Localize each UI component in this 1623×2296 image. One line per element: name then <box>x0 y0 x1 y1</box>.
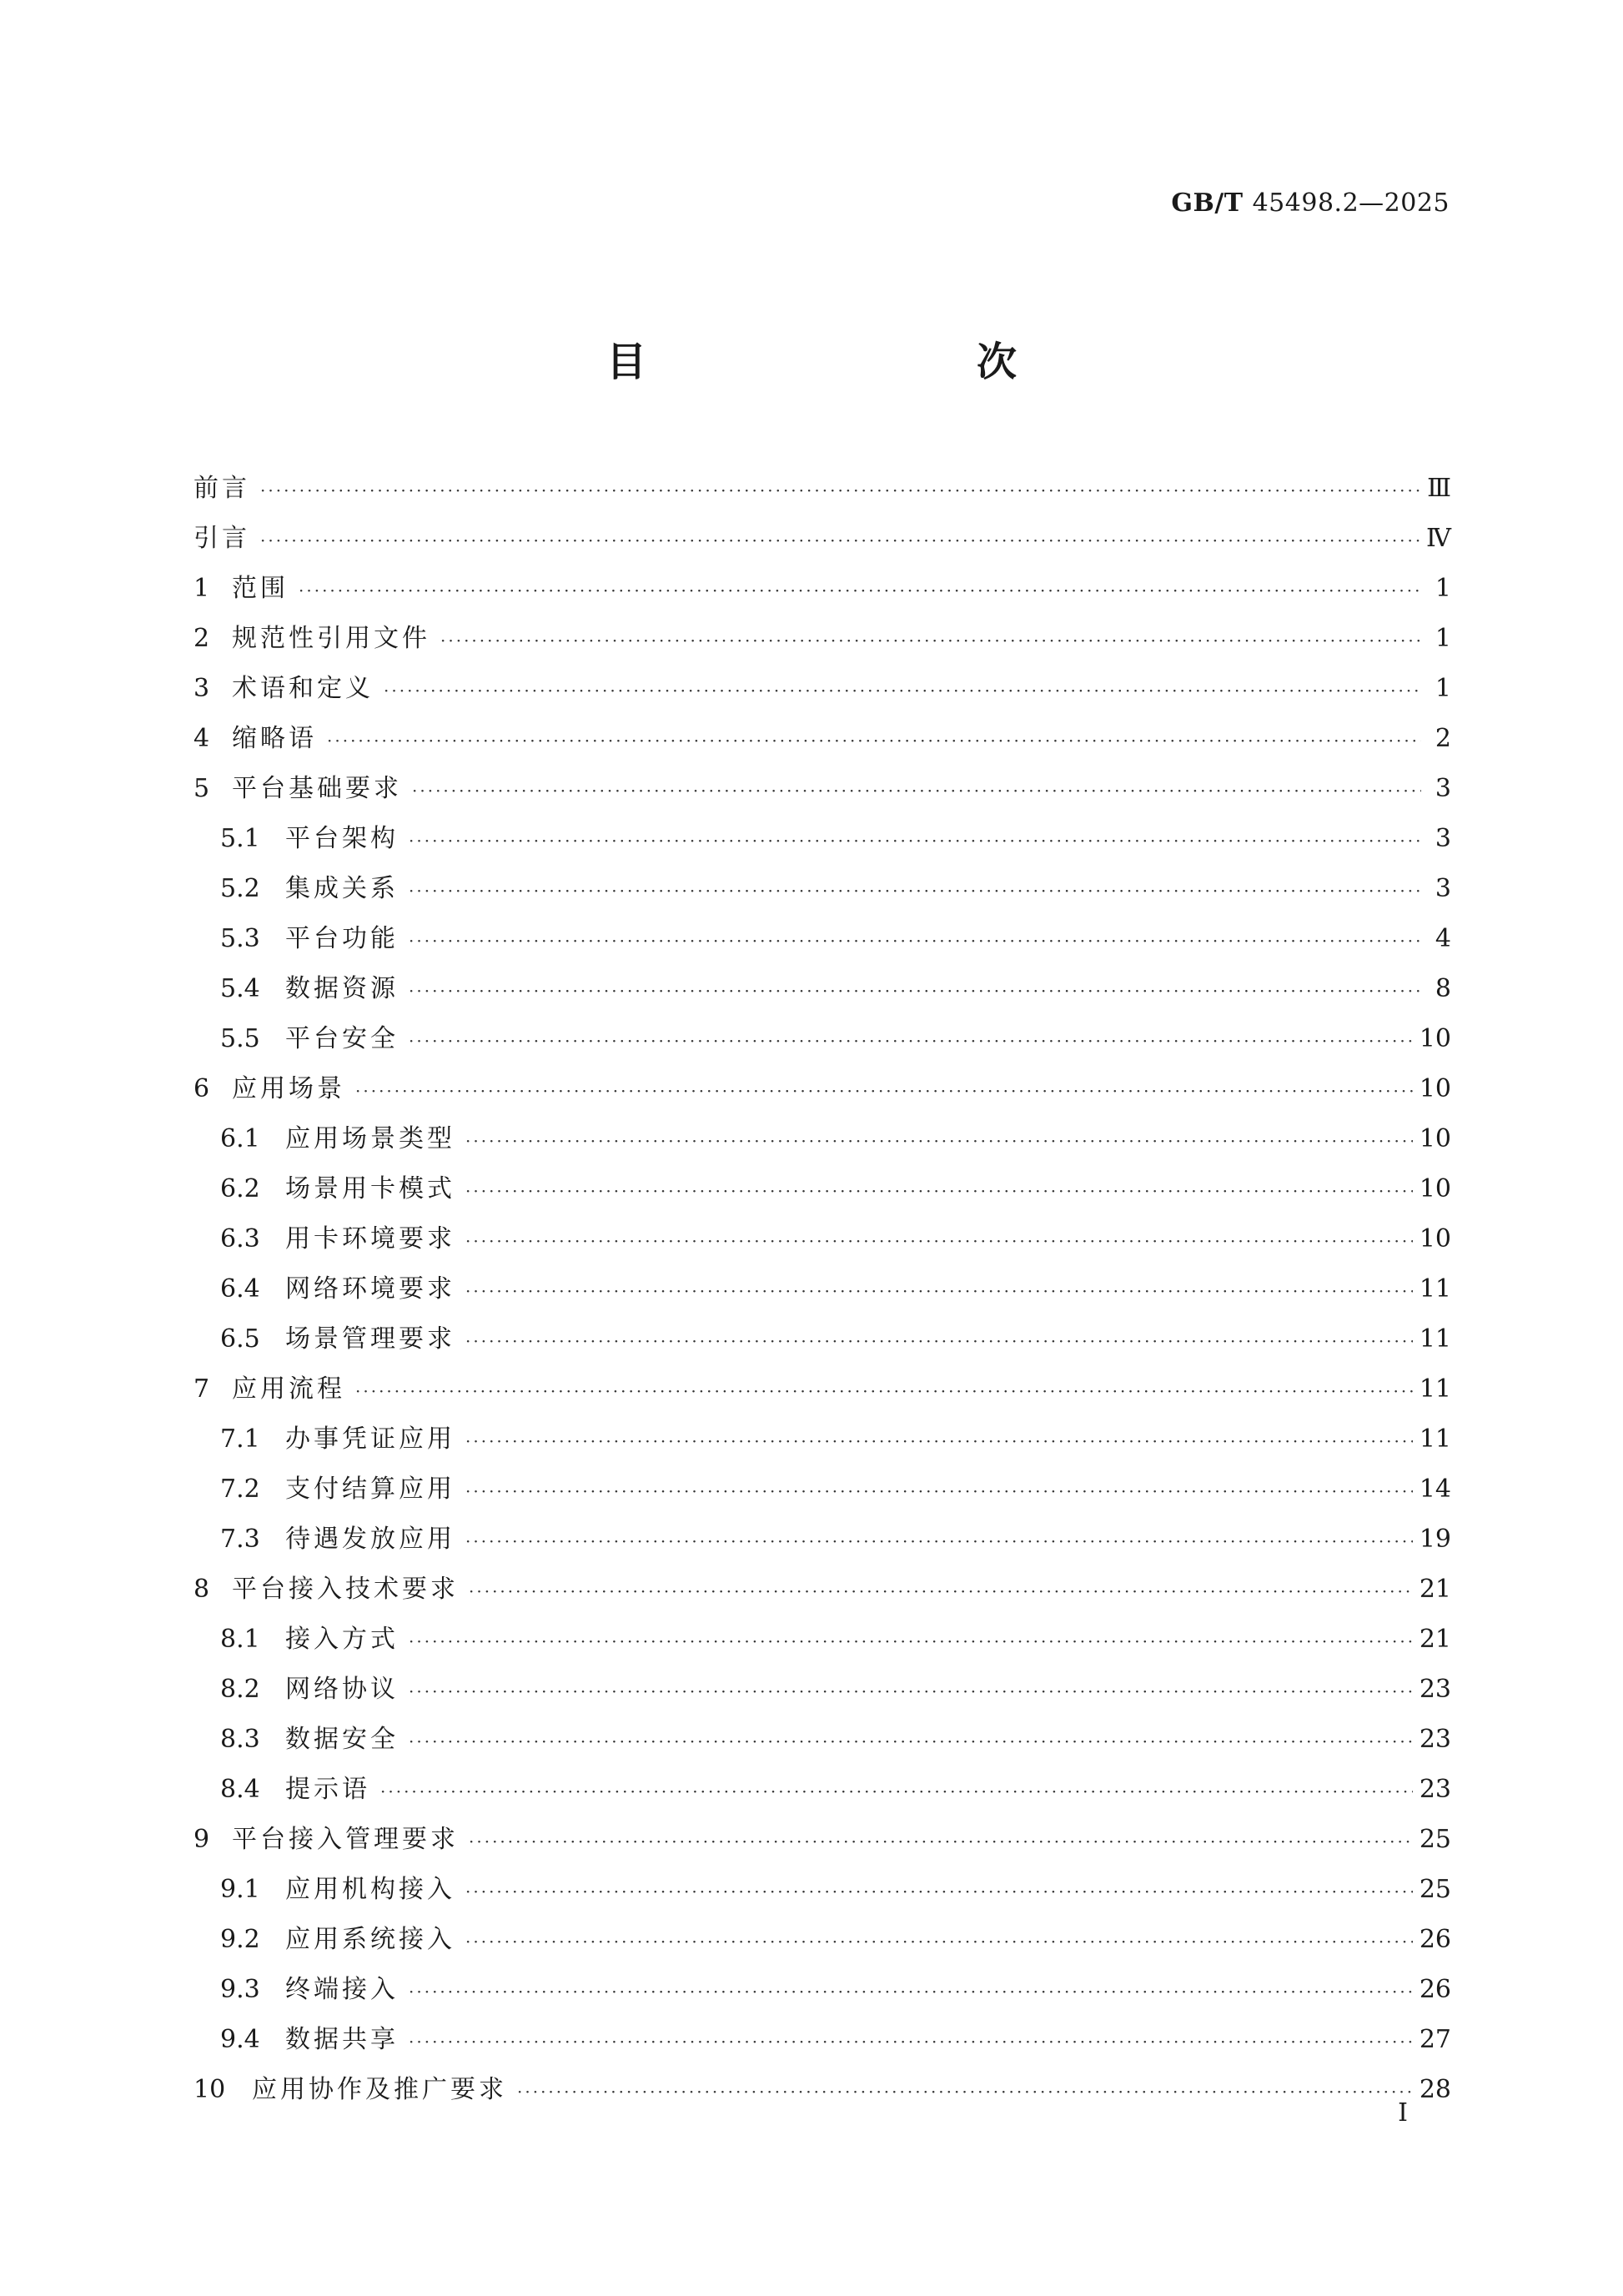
toc-entry-number: 9.1 <box>220 1875 260 1904</box>
toc-entry-page: 23 <box>1419 1725 1451 1754</box>
toc-entry[interactable] <box>193 864 1451 914</box>
toc-entry[interactable] <box>193 1915 1451 1965</box>
toc-entry-page: 1 <box>1435 674 1451 703</box>
toc-entry[interactable] <box>193 1965 1451 2015</box>
toc-entry-number: 1 <box>193 574 210 603</box>
toc-entry-page: 11 <box>1419 1324 1451 1354</box>
toc-entry-label: 平台接入管理要求 <box>232 1825 459 1854</box>
toc-entry-number: 10 <box>193 2075 226 2104</box>
toc-dot-leader <box>465 1466 1413 1516</box>
toc-entry[interactable] <box>193 1014 1451 1064</box>
toc-entry[interactable] <box>193 2065 1451 2115</box>
toc-dot-leader <box>260 515 1419 565</box>
toc-dot-leader <box>409 1967 1413 2017</box>
toc-entry-label: 支付结算应用 <box>285 1475 455 1504</box>
toc-entry-page: 3 <box>1435 774 1451 803</box>
toc-entry-page: 25 <box>1419 1825 1451 1854</box>
toc-entry-page: 14 <box>1419 1475 1451 1504</box>
toc-dot-leader <box>469 1566 1413 1616</box>
toc-entry-label: 平台基础要求 <box>232 774 402 803</box>
toc-entry[interactable] <box>193 1615 1451 1665</box>
toc-entry[interactable] <box>193 1665 1451 1715</box>
toc-entry-page: Ⅳ <box>1426 524 1451 553</box>
toc-entry-number: 6 <box>193 1074 210 1103</box>
toc-entry[interactable] <box>193 1765 1451 1815</box>
toc-dot-leader <box>384 666 1421 716</box>
toc-entry-label: 集成关系 <box>285 874 399 903</box>
toc-entry-label: 平台功能 <box>285 924 399 953</box>
toc-entry[interactable] <box>193 1364 1451 1414</box>
toc-entry-number: 8 <box>193 1575 210 1604</box>
toc-entry-label: 应用协作及推广要求 <box>252 2075 507 2104</box>
toc-dot-leader <box>465 1917 1413 1967</box>
toc-entry-page: 19 <box>1419 1525 1451 1554</box>
toc-entry-label: 应用场景 <box>232 1074 345 1103</box>
toc-entry-label: 引言 <box>193 524 250 553</box>
toc-dot-leader <box>465 1116 1413 1166</box>
toc-dot-leader <box>355 1366 1413 1416</box>
toc-entry[interactable] <box>193 914 1451 964</box>
toc-entry[interactable] <box>193 1114 1451 1164</box>
toc-entry[interactable] <box>193 714 1451 764</box>
toc-entry-number: 5.2 <box>220 874 260 903</box>
toc-entry[interactable] <box>193 1565 1451 1615</box>
toc-entry-page: 2 <box>1435 724 1451 753</box>
toc-entry-page: 27 <box>1419 2025 1451 2054</box>
toc-entry-label: 术语和定义 <box>232 674 374 703</box>
toc-entry-page: Ⅲ <box>1427 474 1451 503</box>
toc-entry-label: 缩略语 <box>232 724 317 753</box>
toc-entry-label: 提示语 <box>285 1775 370 1804</box>
toc-entry-number: 7.1 <box>220 1424 260 1454</box>
toc-entry-page: 8 <box>1435 974 1451 1003</box>
toc-entry-label: 网络环境要求 <box>285 1274 455 1304</box>
toc-entry-number: 9.3 <box>220 1975 260 2004</box>
toc-entry-number: 5.4 <box>220 974 260 1003</box>
toc-entry-number: 6.3 <box>220 1224 260 1254</box>
toc-entry-number: 3 <box>193 674 210 703</box>
toc-entry-label: 办事凭证应用 <box>285 1424 455 1454</box>
toc-entry-page: 10 <box>1419 1124 1451 1153</box>
toc-dot-leader <box>327 716 1421 766</box>
toc-entry-label: 接入方式 <box>285 1625 399 1654</box>
toc-entry-label: 应用流程 <box>232 1374 345 1404</box>
toc-entry-number: 8.3 <box>220 1725 260 1754</box>
toc-entry[interactable] <box>193 1214 1451 1264</box>
toc-entry[interactable] <box>193 664 1451 714</box>
toc-entry-page: 26 <box>1419 1925 1451 1954</box>
toc-dot-leader <box>465 1866 1413 1917</box>
toc-dot-leader <box>465 1416 1413 1466</box>
toc-dot-leader <box>469 1816 1413 1866</box>
toc-dot-leader <box>465 1516 1413 1566</box>
standard-code-prefix: GB/T <box>1171 188 1244 218</box>
toc-dot-leader <box>409 866 1421 916</box>
toc-entry[interactable] <box>193 1715 1451 1765</box>
toc-entry-label: 场景管理要求 <box>285 1324 455 1354</box>
toc-entry-page: 10 <box>1419 1024 1451 1053</box>
toc-entry-label: 平台接入技术要求 <box>232 1575 459 1604</box>
toc-entry-label: 应用系统接入 <box>285 1925 455 1954</box>
toc-entry-label: 用卡环境要求 <box>285 1224 455 1254</box>
toc-entry-page: 11 <box>1419 1374 1451 1404</box>
toc-entry-label: 前言 <box>193 474 250 503</box>
toc-entry[interactable] <box>193 1815 1451 1865</box>
page-number: I <box>1398 2098 1408 2128</box>
toc-dot-leader <box>260 465 1420 515</box>
toc-entry-page: 21 <box>1419 1575 1451 1604</box>
page-title: 目 次 <box>605 339 1100 385</box>
toc-entry-page: 11 <box>1419 1424 1451 1454</box>
toc-entry[interactable] <box>193 2015 1451 2065</box>
toc-entry[interactable] <box>193 1465 1451 1515</box>
toc-entry-page: 10 <box>1419 1224 1451 1254</box>
toc-entry-number: 7.2 <box>220 1475 260 1504</box>
toc-entry[interactable] <box>193 464 1451 514</box>
toc-entry[interactable] <box>193 1515 1451 1565</box>
toc-entry[interactable] <box>193 964 1451 1014</box>
toc-dot-leader <box>409 2017 1413 2067</box>
toc-dot-leader <box>409 1716 1413 1766</box>
toc-entry-label: 规范性引用文件 <box>232 624 430 653</box>
toc-entry-number: 6.4 <box>220 1274 260 1304</box>
toc-entry-page: 4 <box>1435 924 1451 953</box>
toc-entry-page: 1 <box>1435 574 1451 603</box>
toc-dot-leader <box>299 565 1421 615</box>
toc-entry-number: 8.2 <box>220 1675 260 1704</box>
toc-entry-label: 待遇发放应用 <box>285 1525 455 1554</box>
toc-entry-page: 23 <box>1419 1775 1451 1804</box>
toc-dot-leader <box>412 766 1421 816</box>
toc-entry[interactable] <box>193 514 1451 564</box>
toc-entry-page: 1 <box>1435 624 1451 653</box>
toc-entry-label: 网络协议 <box>285 1675 399 1704</box>
toc-entry-page: 10 <box>1419 1174 1451 1203</box>
toc-entry[interactable] <box>193 1164 1451 1214</box>
toc-entry-number: 5 <box>193 774 210 803</box>
toc-entry-number: 6.5 <box>220 1324 260 1354</box>
toc-entry-page: 23 <box>1419 1675 1451 1704</box>
toc-entry-number: 7 <box>193 1374 210 1404</box>
toc-entry-label: 数据安全 <box>285 1725 399 1754</box>
toc-dot-leader <box>465 1316 1413 1366</box>
toc-dot-leader <box>409 1666 1413 1716</box>
toc-entry-number: 5.3 <box>220 924 260 953</box>
toc-dot-leader <box>465 1266 1413 1316</box>
toc-entry-number: 2 <box>193 624 210 653</box>
toc-entry-number: 5.1 <box>220 824 260 853</box>
toc-entry-number: 6.1 <box>220 1124 260 1153</box>
toc-entry-number: 5.5 <box>220 1024 260 1053</box>
toc-dot-leader <box>409 816 1421 866</box>
toc-entry[interactable] <box>193 1064 1451 1114</box>
toc-entry-number: 8.1 <box>220 1625 260 1654</box>
toc-dot-leader <box>517 2067 1413 2117</box>
toc-entry-label: 数据资源 <box>285 974 399 1003</box>
toc-entry-label: 平台安全 <box>285 1024 399 1053</box>
toc-entry-label: 平台架构 <box>285 824 399 853</box>
standard-code-number: 45498.2—2025 <box>1252 188 1450 218</box>
table-of-contents <box>193 464 1451 2115</box>
toc-entry-page: 3 <box>1435 824 1451 853</box>
toc-entry[interactable] <box>193 1414 1451 1465</box>
toc-entry-page: 3 <box>1435 874 1451 903</box>
toc-entry-number: 4 <box>193 724 210 753</box>
toc-entry-label: 应用机构接入 <box>285 1875 455 1904</box>
toc-entry-label: 数据共享 <box>285 2025 399 2054</box>
toc-entry-page: 11 <box>1419 1274 1451 1304</box>
toc-dot-leader <box>409 966 1421 1016</box>
toc-dot-leader <box>380 1766 1413 1816</box>
toc-entry-label: 范围 <box>232 574 289 603</box>
toc-entry-label: 应用场景类型 <box>285 1124 455 1153</box>
toc-entry[interactable] <box>193 614 1451 664</box>
toc-entry-page: 25 <box>1419 1875 1451 1904</box>
toc-entry-page: 10 <box>1419 1074 1451 1103</box>
toc-entry-page: 21 <box>1419 1625 1451 1654</box>
toc-entry-page: 26 <box>1419 1975 1451 2004</box>
toc-entry-number: 9.4 <box>220 2025 260 2054</box>
toc-entry-page: 28 <box>1419 2075 1451 2104</box>
toc-dot-leader <box>355 1066 1413 1116</box>
toc-entry[interactable] <box>193 564 1451 614</box>
toc-entry-number: 6.2 <box>220 1174 260 1203</box>
toc-dot-leader <box>409 1016 1413 1066</box>
toc-dot-leader <box>465 1166 1413 1216</box>
toc-dot-leader <box>465 1216 1413 1266</box>
toc-entry[interactable] <box>193 814 1451 864</box>
toc-entry-number: 7.3 <box>220 1525 260 1554</box>
toc-entry[interactable] <box>193 1264 1451 1314</box>
toc-entry-number: 9 <box>193 1825 210 1854</box>
toc-entry-number: 9.2 <box>220 1925 260 1954</box>
toc-entry-label: 场景用卡模式 <box>285 1174 455 1203</box>
toc-dot-leader <box>409 1616 1413 1666</box>
standard-code <box>1171 188 1450 218</box>
toc-entry-label: 终端接入 <box>285 1975 399 2004</box>
toc-entry-number: 8.4 <box>220 1775 260 1804</box>
toc-dot-leader <box>409 916 1421 966</box>
toc-entry[interactable] <box>193 1865 1451 1915</box>
toc-dot-leader <box>440 615 1421 666</box>
toc-entry[interactable] <box>193 1314 1451 1364</box>
toc-entry[interactable] <box>193 764 1451 814</box>
